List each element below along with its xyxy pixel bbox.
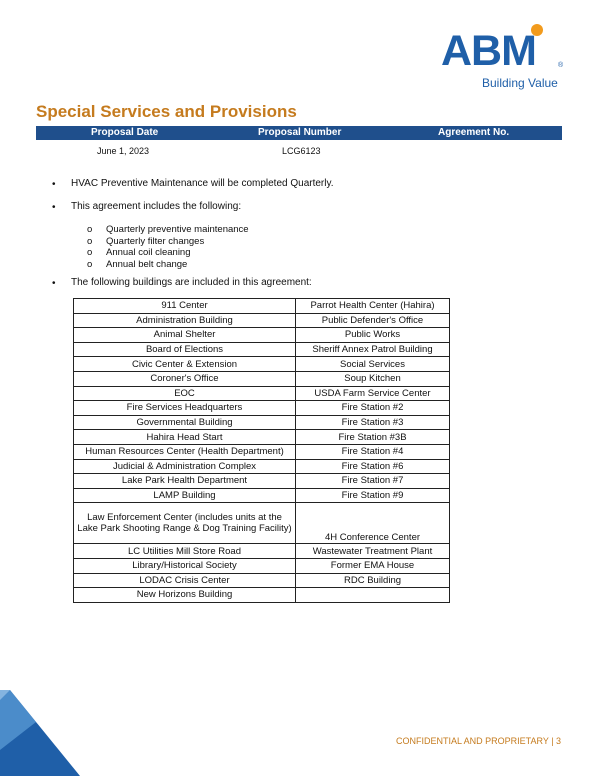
table-cell: Board of Elections bbox=[74, 342, 296, 357]
table-row bbox=[74, 371, 450, 386]
table-cell: Fire Services Headquarters bbox=[74, 401, 296, 416]
bullet-text: HVAC Preventive Maintenance will be completed Quarterly. bbox=[71, 178, 334, 189]
table-row bbox=[74, 357, 450, 372]
bullet-dot-icon: • bbox=[52, 202, 56, 213]
table-row bbox=[74, 430, 450, 445]
bullet-text: This agreement includes the following: bbox=[71, 201, 242, 212]
table-row bbox=[74, 328, 450, 343]
table-cell: Fire Station #6 bbox=[296, 459, 450, 474]
corner-decoration bbox=[0, 690, 80, 776]
table-cell: Fire Station #3B bbox=[296, 430, 450, 445]
table-cell: Public Works bbox=[296, 328, 450, 343]
table-cell: Judicial & Administration Complex bbox=[74, 459, 296, 474]
table-cell: Fire Station #3 bbox=[296, 415, 450, 430]
table-cell: LC Utilities Mill Store Road bbox=[74, 544, 296, 559]
circle-bullet-icon: o bbox=[87, 247, 93, 258]
table-row bbox=[74, 386, 450, 401]
proposal-date-value: June 1, 2023 bbox=[97, 146, 150, 156]
table-cell: Soup Kitchen bbox=[296, 371, 450, 386]
bullet-text: The following buildings are included in this agreement: bbox=[71, 277, 312, 288]
table-cell: Law Enforcement Center (includes units at the Lake Park Shooting Range & Dog Training Facility) bbox=[74, 503, 296, 544]
table-cell: Fire Station #9 bbox=[296, 488, 450, 503]
table-cell: Library/Historical Society bbox=[74, 558, 296, 573]
table-cell: LODAC Crisis Center bbox=[74, 573, 296, 588]
table-row bbox=[74, 459, 450, 474]
circle-bullet-icon: o bbox=[87, 235, 93, 247]
table-row bbox=[74, 588, 450, 603]
table-row bbox=[74, 488, 450, 503]
table-row bbox=[74, 474, 450, 489]
logo-trademark: ® bbox=[558, 62, 564, 69]
table-cell: 911 Center bbox=[74, 299, 296, 314]
table-cell: EOC bbox=[74, 386, 296, 401]
table-row bbox=[74, 299, 450, 314]
table-cell: Sheriff Annex Patrol Building bbox=[296, 342, 450, 357]
proposal-date-header: Proposal Date bbox=[91, 127, 159, 138]
buildings-table bbox=[73, 298, 450, 603]
proposal-header-bar bbox=[36, 126, 562, 140]
table-cell: Fire Station #2 bbox=[296, 401, 450, 416]
list-item-text: Quarterly preventive maintenance bbox=[106, 224, 249, 235]
table-row bbox=[74, 415, 450, 430]
table-row bbox=[74, 573, 450, 588]
table-row bbox=[74, 503, 450, 544]
logo-text: ABM bbox=[441, 27, 536, 75]
proposal-number-value: LCG6123 bbox=[282, 146, 321, 156]
table-cell: Animal Shelter bbox=[74, 328, 296, 343]
table-row bbox=[74, 444, 450, 459]
table-cell: Public Defender's Office bbox=[296, 313, 450, 328]
bullet-dot-icon: • bbox=[52, 179, 56, 190]
bullet-dot-icon: • bbox=[52, 278, 56, 289]
table-cell: Fire Station #7 bbox=[296, 474, 450, 489]
table-cell: Hahira Head Start bbox=[74, 430, 296, 445]
table-cell: Parrot Health Center (Hahira) bbox=[296, 299, 450, 314]
table-row bbox=[74, 313, 450, 328]
table-cell: RDC Building bbox=[296, 573, 450, 588]
table-cell: LAMP Building bbox=[74, 488, 296, 503]
table-cell: Fire Station #4 bbox=[296, 444, 450, 459]
table-cell: New Horizons Building bbox=[74, 588, 296, 603]
table-cell: Governmental Building bbox=[74, 415, 296, 430]
table-cell: Former EMA House bbox=[296, 558, 450, 573]
agreement-no-header: Agreement No. bbox=[438, 127, 510, 138]
table-cell: Administration Building bbox=[74, 313, 296, 328]
table-cell: Civic Center & Extension bbox=[74, 357, 296, 372]
table-cell: Wastewater Treatment Plant bbox=[296, 544, 450, 559]
table-cell: Lake Park Health Department bbox=[74, 474, 296, 489]
list-item-text: Annual coil cleaning bbox=[106, 247, 191, 258]
proposal-number-header: Proposal Number bbox=[258, 127, 342, 138]
table-row bbox=[74, 558, 450, 573]
table-row bbox=[74, 401, 450, 416]
table-cell: Social Services bbox=[296, 357, 450, 372]
page-title: Special Services and Provisions bbox=[36, 102, 297, 121]
list-item-text: Annual belt change bbox=[106, 258, 188, 270]
table-cell: USDA Farm Service Center bbox=[296, 386, 450, 401]
circle-bullet-icon: o bbox=[87, 258, 93, 270]
table-cell: 4H Conference Center bbox=[296, 503, 450, 544]
abm-logo bbox=[441, 24, 571, 94]
table-row bbox=[74, 342, 450, 357]
table-row bbox=[74, 544, 450, 559]
table-cell bbox=[296, 588, 450, 603]
footer-confidential: CONFIDENTIAL AND PROPRIETARY | 3 bbox=[396, 736, 562, 746]
logo-tagline: Building Value bbox=[482, 76, 558, 90]
list-item-text: Quarterly filter changes bbox=[106, 235, 205, 247]
circle-bullet-icon: o bbox=[87, 224, 93, 235]
table-cell: Coroner's Office bbox=[74, 371, 296, 386]
table-cell: Human Resources Center (Health Department) bbox=[74, 444, 296, 459]
